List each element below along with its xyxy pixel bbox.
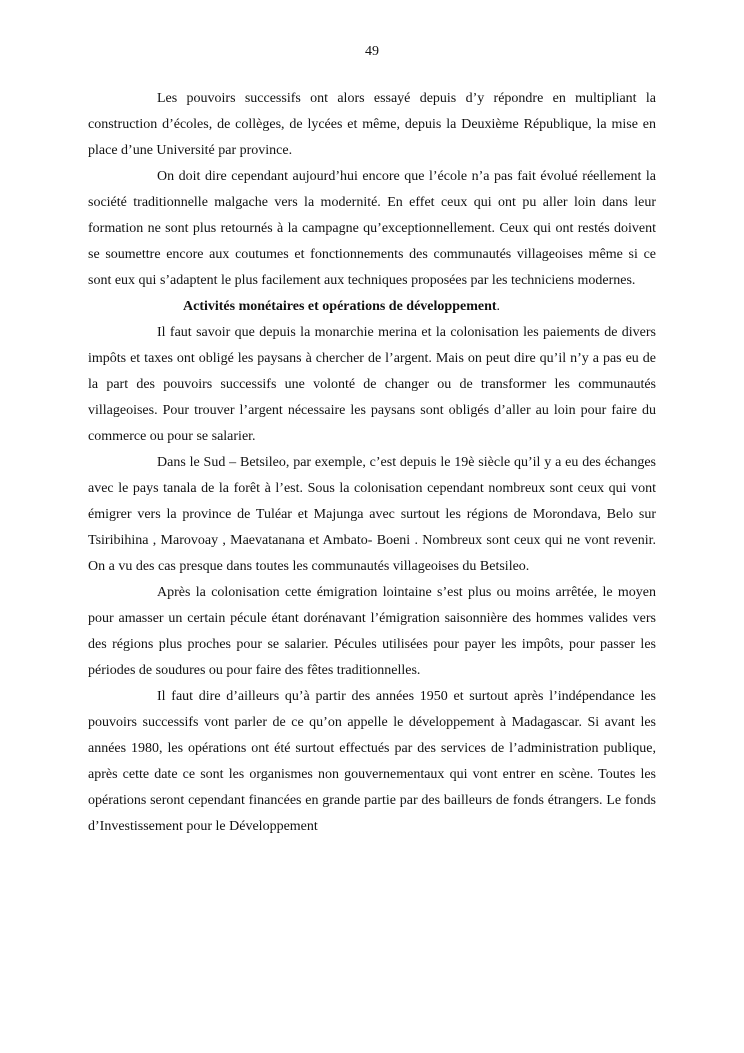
paragraph-modernite: On doit dire cependant aujourd’hui encore que l’école n’a pas fait évolué réellement la société traditionnelle malgache vers la modernité. En effet ceux qui ont pu aller loin dans leur formation ne sont plus retournés à la campagne qu’exceptionnellement. Ceux qui ont restés doivent se soumettre encore aux coutumes et fonctionnements des communautés villageoises même si ce sont eux qui s’adaptent le plus facilement aux techniques proposées par les techniciens modernes. [88,169,656,288]
paragraph-ecoles: Les pouvoirs successifs ont alors essayé depuis d’y répondre en multipliant la construction d’écoles, de collèges, de lycées et même, depuis la Deuxième République, la mise en place d’une Université par province. [88,91,656,158]
paragraph-developpement: Il faut dire d’ailleurs qu’à partir des années 1950 et surtout après l’indépendance les pouvoirs successifs vont parler de ce qu’on appelle le développement à Madagascar. Si avant les années 1980, les opérations ont été surtout effectués par des services de l’administration publique, après cette date ce sont les organismes non gouvernementaux qui vont entrer en scène. Toutes les opérations seront cependant financées en grande partie par des bailleurs de fonds étrangers. Le fonds d’Investissement pour le Développement [88,689,656,834]
section-heading [88,294,656,320]
section-heading-text: Activités monétaires et opérations de développement [183,299,497,314]
page-number: 49 [365,44,379,59]
paragraph-emigration: Après la colonisation cette émigration lointaine s’est plus ou moins arrêtée, le moyen pour amasser un certain pécule étant dorénavant l’émigration saisonnière des hommes valides vers des régions plus proches pour se salarier. Pécules utilisées pour payer les impôts, pour passer les périodes de soudures ou pour faire des fêtes traditionnelles. [88,585,656,678]
document-body [88,86,656,840]
paragraph-impots: Il faut savoir que depuis la monarchie merina et la colonisation les paiements de divers impôts et taxes ont obligé les paysans à chercher de l’argent. Mais on peut dire qu’il n’y a pas eu de la part des pouvoirs successifs une volonté de changer ou de transformer les communautés villageoises. Pour trouver l’argent nécessaire les paysans sont obligés d’aller au loin pour faire du commerce ou pour se salarier. [88,325,656,444]
section-heading-period: . [496,299,501,314]
paragraph-sud-betsileo: Dans le Sud – Betsileo, par exemple, c’est depuis le 19è siècle qu’il y a eu des échanges avec le pays tanala de la forêt à l’est. Sous la colonisation cependant nombreux sont ceux qui vont émigrer vers la province de Tuléar et Majunga avec surtout les régions de Morondava, Belo sur Tsiribihina , Marovoay , Maevatanana et Ambato- Boeni . Nombreux sont ceux qui ne vont revenir. On a vu des cas presque dans toutes les communautés villageoises du Betsileo. [88,455,656,574]
